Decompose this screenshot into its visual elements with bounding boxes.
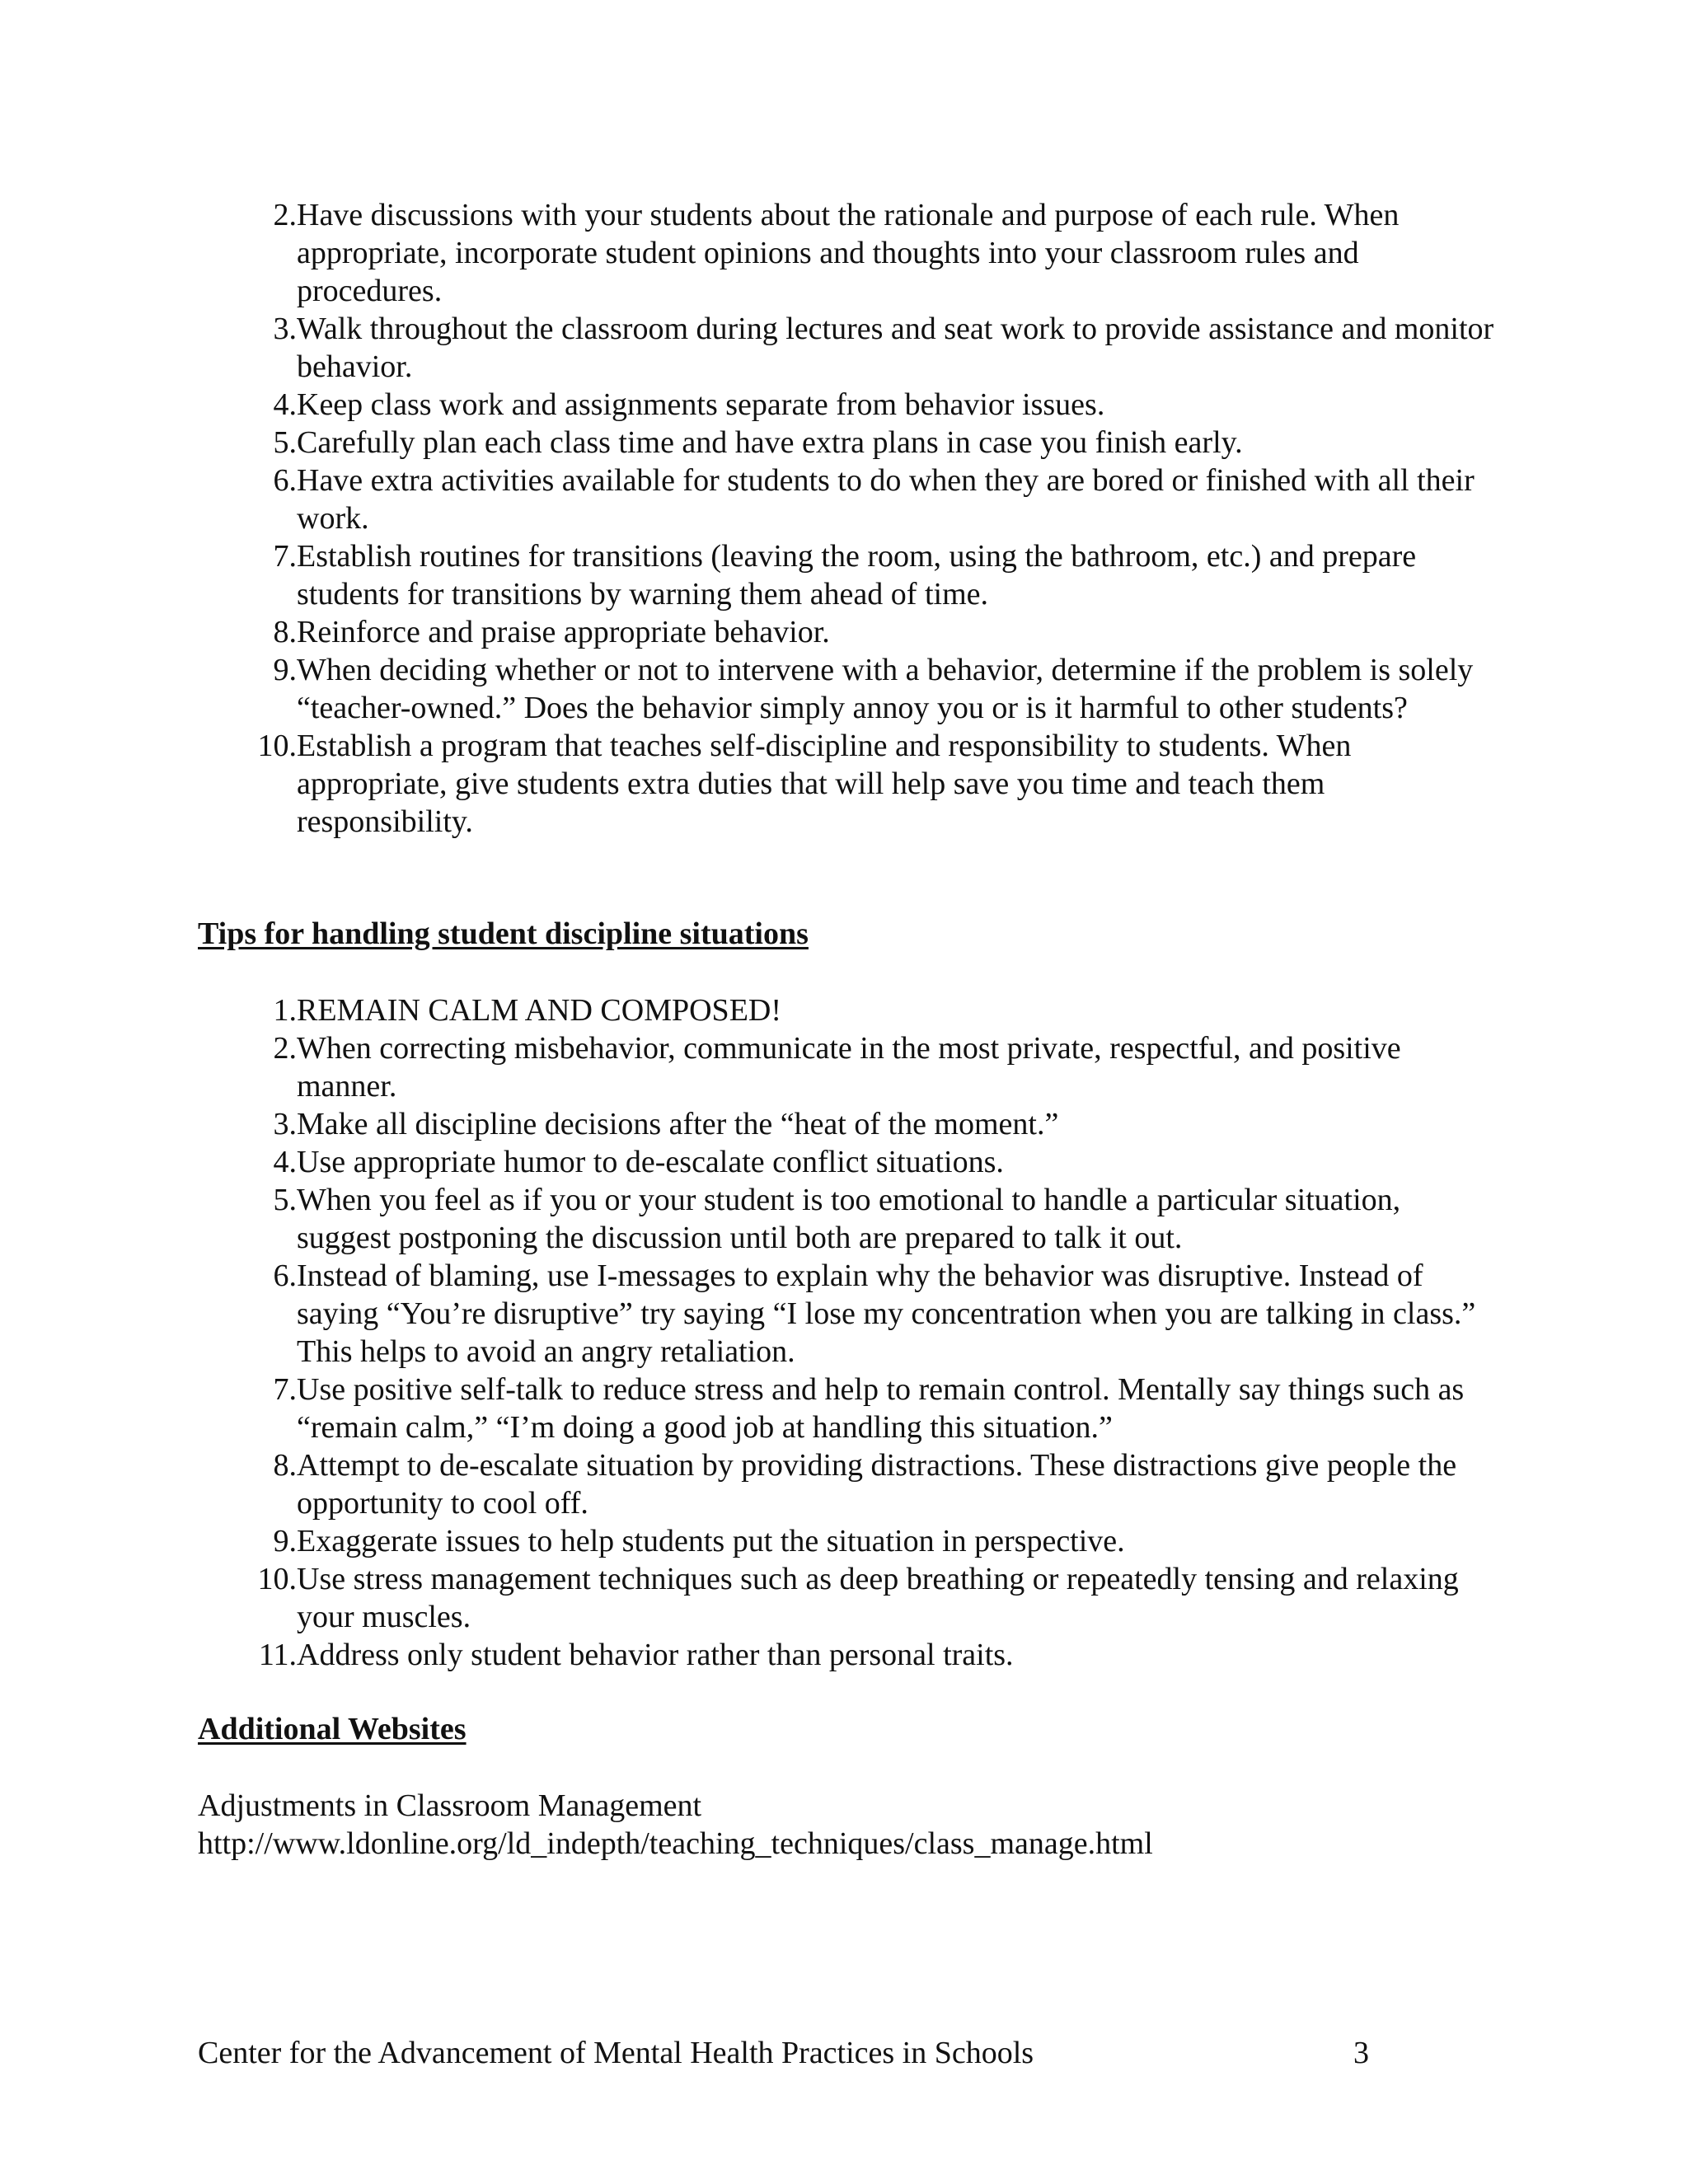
item-number: 2. xyxy=(273,1031,297,1066)
item-text: Have extra activities available for students to do when they are bored or finished with all their work. xyxy=(297,463,1475,536)
item-number: 8. xyxy=(273,615,297,649)
item-number: 2. xyxy=(273,198,297,232)
website-url[interactable]: http://www.ldonline.org/ld_indepth/teaching_techniques/class_manage.html xyxy=(198,1826,1153,1861)
tips-list xyxy=(198,991,1500,1674)
item-text: Use positive self-talk to reduce stress and help to remain control. Mentally say things such as “remain calm,” “I’m doing a good job at handling this situation.” xyxy=(297,1372,1465,1445)
list-item xyxy=(198,386,1500,424)
item-number: 4. xyxy=(273,1145,297,1179)
page-number: 3 xyxy=(1353,2036,1369,2070)
item-number: 6. xyxy=(273,463,297,498)
item-text: Exaggerate issues to help students put the situation in perspective. xyxy=(297,1524,1125,1558)
item-number: 1. xyxy=(273,993,297,1028)
list-item xyxy=(198,1636,1500,1674)
item-text: When correcting misbehavior, communicate in the most private, respectful, and positive manner. xyxy=(297,1031,1401,1104)
item-text: Establish routines for transitions (leaving the room, using the bathroom, etc.) and prepare students for transitions by warning them ahead of time. xyxy=(297,539,1417,612)
item-text: Keep class work and assignments separate from behavior issues. xyxy=(297,387,1105,422)
websites-heading: Additional Websites xyxy=(198,1712,467,1746)
list-item xyxy=(198,310,1500,386)
item-number: 8. xyxy=(273,1448,297,1483)
item-number: 3. xyxy=(273,312,297,346)
website-title: Adjustments in Classroom Management xyxy=(198,1788,702,1823)
tips-heading: Tips for handling student discipline situations xyxy=(198,916,809,951)
list-item xyxy=(198,462,1500,537)
item-number: 5. xyxy=(273,425,297,460)
item-number: 4. xyxy=(273,387,297,422)
item-number: 9. xyxy=(273,653,297,687)
item-text: Carefully plan each class time and have extra plans in case you finish early. xyxy=(297,425,1243,460)
item-text: REMAIN CALM AND COMPOSED! xyxy=(297,993,781,1028)
item-text: When you feel as if you or your student is too emotional to handle a particular situation, suggest postponing the discussion until both are prepared to talk it out. xyxy=(297,1183,1401,1255)
item-number: 5. xyxy=(273,1183,297,1217)
list-item xyxy=(198,727,1500,841)
list-item xyxy=(198,196,1500,310)
item-text: Instead of blaming, use I-messages to explain why the behavior was disruptive. Instead of saying “You’re disruptive” try saying “I lose my concentration when you are talking in class.” This helps to avoid an angry retaliation. xyxy=(297,1258,1476,1369)
list-item xyxy=(198,1105,1500,1143)
list-item xyxy=(198,1446,1500,1522)
list-item xyxy=(198,991,1500,1029)
item-number: 7. xyxy=(273,539,297,574)
item-number: 3. xyxy=(273,1107,297,1141)
item-number: 11. xyxy=(258,1638,297,1672)
item-text: Use appropriate humor to de-escalate conflict situations. xyxy=(297,1145,1004,1179)
item-text: Have discussions with your students about the rationale and purpose of each rule. When appropriate, incorporate student opinions and thoughts into your classroom rules and procedures. xyxy=(297,198,1400,308)
item-number: 10. xyxy=(257,729,297,763)
guidelines-list xyxy=(198,196,1500,841)
list-item xyxy=(198,537,1500,613)
list-item xyxy=(198,1143,1500,1181)
item-text: Establish a program that teaches self-discipline and responsibility to students. When appropriate, give students extra duties that will help save you time and teach them responsibility. xyxy=(297,729,1352,839)
item-number: 7. xyxy=(273,1372,297,1407)
item-text: Make all discipline decisions after the “heat of the moment.” xyxy=(297,1107,1059,1141)
item-number: 9. xyxy=(273,1524,297,1558)
list-item xyxy=(198,613,1500,651)
item-text: When deciding whether or not to intervene with a behavior, determine if the problem is solely “teacher-owned.” Does the behavior simply annoy you or is it harmful to other students? xyxy=(297,653,1474,725)
item-text: Attempt to de-escalate situation by providing distractions. These distractions give people the opportunity to cool off. xyxy=(297,1448,1457,1521)
list-item xyxy=(198,651,1500,727)
list-item xyxy=(198,1371,1500,1446)
item-text: Reinforce and praise appropriate behavior. xyxy=(297,615,830,649)
item-number: 6. xyxy=(273,1258,297,1293)
footer-org: Center for the Advancement of Mental Health Practices in Schools xyxy=(198,2036,1034,2070)
list-item xyxy=(198,1029,1500,1105)
item-text: Use stress management techniques such as deep breathing or repeatedly tensing and relaxing your muscles. xyxy=(297,1562,1459,1634)
website-entry xyxy=(198,1787,1153,1863)
list-item xyxy=(198,424,1500,462)
item-number: 10. xyxy=(257,1562,297,1596)
list-item xyxy=(198,1181,1500,1257)
item-text: Walk throughout the classroom during lectures and seat work to provide assistance and monitor behavior. xyxy=(297,312,1494,384)
list-item xyxy=(198,1257,1500,1371)
list-item xyxy=(198,1560,1500,1636)
list-item xyxy=(198,1522,1500,1560)
item-text: Address only student behavior rather than personal traits. xyxy=(297,1638,1014,1672)
